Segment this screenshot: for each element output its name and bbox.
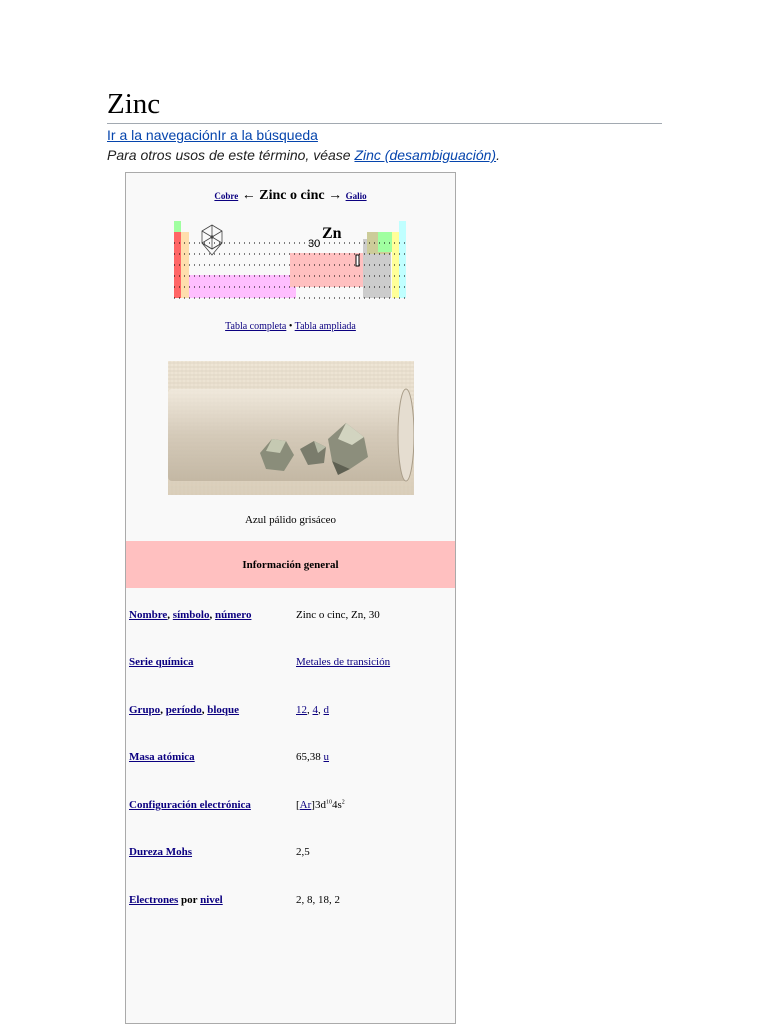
period-value-link[interactable]: 4: [312, 704, 318, 716]
electrons-per-level-value: 2, 8, 18, 2: [296, 894, 340, 906]
element-navigation: [126, 187, 455, 204]
hatnote-suffix: .: [496, 147, 500, 163]
config-s: 4s: [331, 799, 342, 811]
full-table-link[interactable]: Tabla completa: [225, 321, 287, 332]
extended-table-link[interactable]: Tabla ampliada: [294, 321, 356, 332]
table-links: [126, 321, 455, 332]
jump-to-search-link[interactable]: Ir a la búsqueda: [217, 127, 318, 143]
atomic-number: 30: [308, 238, 321, 250]
jump-links: [107, 127, 318, 143]
prev-element-link[interactable]: Cobre: [214, 191, 239, 201]
label-separator: ,: [167, 609, 173, 621]
image-caption: Azul pálido grisáceo: [244, 514, 337, 526]
argon-link[interactable]: Ar: [299, 799, 312, 811]
general-info-header: Información general: [126, 541, 455, 588]
next-element-link[interactable]: Galio: [345, 191, 367, 201]
disambiguation-hatnote: [107, 147, 500, 163]
config-d-exp: 10: [325, 799, 332, 806]
config-d: 3d: [314, 799, 326, 811]
nav-arrow-right: →: [324, 188, 346, 203]
name-link[interactable]: Nombre: [129, 609, 168, 621]
row-label: [129, 609, 251, 621]
mohs-hardness-link[interactable]: Dureza Mohs: [129, 846, 193, 858]
group-link[interactable]: Grupo: [129, 704, 161, 716]
hardness-value: 2,5: [296, 846, 310, 858]
group-value-link[interactable]: 12: [296, 704, 307, 716]
mass-unit-link[interactable]: u: [323, 751, 329, 763]
number-link[interactable]: número: [214, 609, 252, 621]
jump-to-navigation-link[interactable]: Ir a la navegación: [107, 127, 218, 143]
level-link[interactable]: nivel: [200, 894, 223, 906]
current-element-name: Zinc o cinc: [259, 188, 325, 203]
period-link[interactable]: período: [165, 704, 202, 716]
crystal-structure-icon: [202, 225, 222, 255]
label-separator: ,: [209, 609, 215, 621]
table-links-separator: •: [286, 321, 295, 332]
element-symbol: Zn: [322, 225, 342, 242]
zinc-specimen-image[interactable]: [168, 361, 414, 495]
block-link[interactable]: bloque: [207, 704, 240, 716]
config-s-exp: 2: [341, 799, 345, 806]
electrons-link[interactable]: Electrones: [129, 894, 179, 906]
page-title: Zinc: [107, 88, 161, 120]
element-infobox: Cobre ← Zinc o cinc → Galio 30 Zn Tabla completa • Tabla ampliada Azul pálido grisáceo Información general Nombre, símbolo, número Zinc o cinc, Zn, 30 Serie química Metales de transición Grupo, período, bloque 12, 4, d Masa atómica 65,38 u Configuración electrónica $[Ar]3d^{10}4s^2$ Dureza Mohs 2,5 Electrones por nivel 2, 8, 18, 2: [125, 172, 456, 1024]
symbol-link[interactable]: símbolo: [172, 609, 210, 621]
label-separator: ,: [201, 704, 208, 716]
zinc-position-marker: [356, 255, 359, 266]
transition-metals-link[interactable]: Metales de transición: [296, 656, 391, 668]
atomic-mass-value: 65,38: [296, 751, 321, 763]
disambiguation-link[interactable]: Zinc (desambiguación): [354, 147, 497, 163]
title-divider: [107, 123, 662, 124]
label-separator: ,: [160, 704, 166, 716]
chemical-series-link[interactable]: Serie química: [129, 656, 194, 668]
periodic-table-locator[interactable]: [172, 219, 412, 303]
hatnote-prefix: Para otros usos de este término, véase: [107, 147, 355, 163]
label-separator: por: [178, 894, 201, 906]
row-value: Zinc o cinc, Zn, 30: [296, 609, 380, 621]
atomic-mass-link[interactable]: Masa atómica: [129, 751, 195, 763]
electron-config-link[interactable]: Configuración electrónica: [129, 799, 251, 811]
nav-arrow-left: ←: [238, 188, 260, 203]
block-value-link[interactable]: d: [323, 704, 329, 716]
